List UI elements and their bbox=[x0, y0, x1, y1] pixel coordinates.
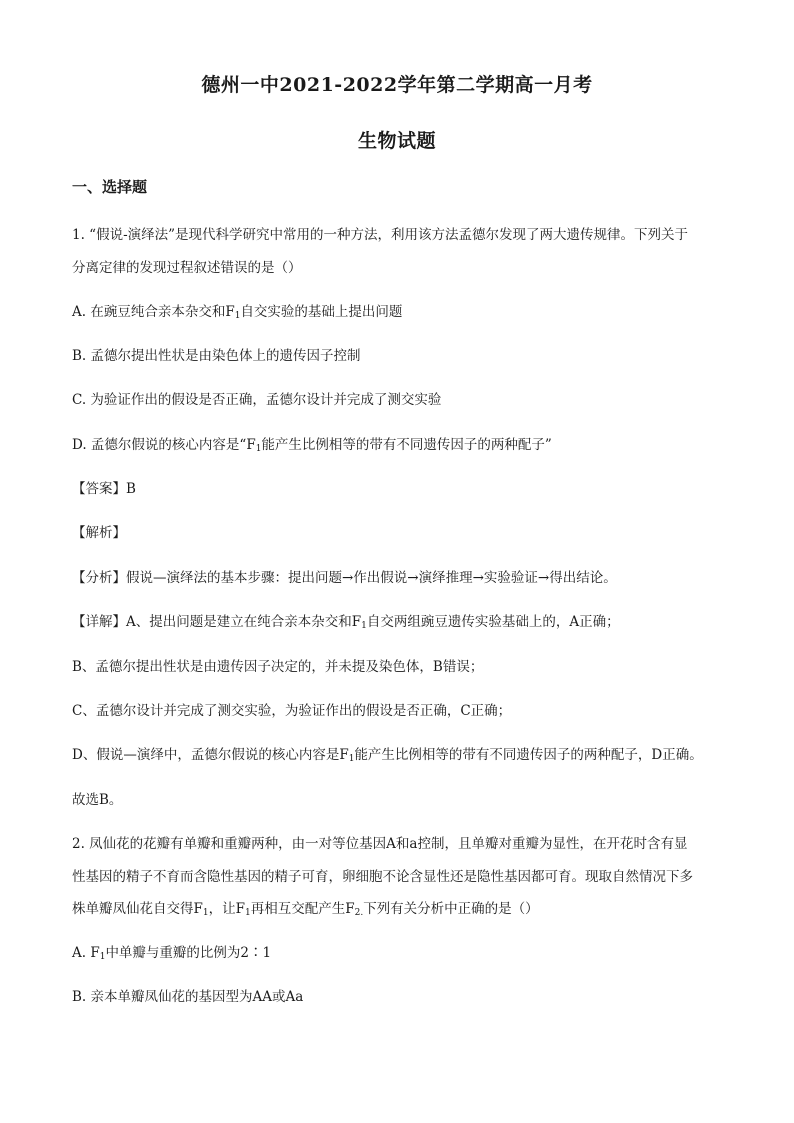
q1-detail-b: B、孟德尔提出性状是由遗传因子决定的，并未提及染色体，B错误； bbox=[72, 659, 484, 675]
q1-answer: 【答案】B bbox=[72, 481, 136, 497]
q2-stem-line3: 株单瓣凤仙花自交得$F_1$，让$F_1$再相互交配产生$F_{2.}$下列有关分析中正确的是（） bbox=[72, 901, 539, 918]
q2-option-b: B. 亲本单瓣凤仙花的基因型为AA或Aa bbox=[72, 989, 304, 1005]
q2-stem-line1: 2. 凤仙花的花瓣有单瓣和重瓣两种，由一对等位基因A和a控制，且单瓣对重瓣为显性，在开花时含有显 bbox=[72, 836, 688, 852]
q1-option-b: B. 孟德尔提出性状是由染色体上的遗传因子控制 bbox=[72, 348, 361, 364]
q1-option-c: C. 为验证作出的假设是否正确，孟德尔设计并完成了测交实验 bbox=[72, 392, 442, 408]
q2-option-a: A. $F_1$中单瓣与重瓣的比例为2∶1 bbox=[72, 945, 272, 962]
q1-option-a: A. 在豌豆纯合亲本杂交和$F_1$自交实验的基础上提出问题 bbox=[72, 304, 403, 321]
q1-stem-line1: 1. “假说-演绎法”是现代科学研究中常用的一种方法，利用该方法孟德尔发现了两大遗传规律。下列关于 bbox=[72, 227, 689, 243]
q1-option-d: D. 孟德尔假说的核心内容是“$F_1$能产生比例相等的带有不同遗传因子的两种配子” bbox=[72, 437, 552, 454]
q1-detail-d: D、假说—演绎中，孟德尔假说的核心内容是$F_1$能产生比例相等的带有不同遗传因子的两种配子，D正确。 bbox=[72, 747, 703, 764]
q1-detail-c: C、孟德尔设计并完成了测交实验，为验证作出的假设是否正确，C正确； bbox=[72, 703, 512, 719]
q1-analysis-summary: 【分析】假说—演绎法的基本步骤：提出问题→作出假说→演绎推理→实验验证→得出结论。 bbox=[72, 570, 617, 586]
section-heading: 一、选择题 bbox=[72, 178, 148, 196]
exam-title: 德州一中2021-2022学年第二学期高一月考 bbox=[201, 74, 593, 96]
q1-conclusion: 故选B。 bbox=[72, 792, 123, 808]
q1-analysis-label: 【解析】 bbox=[72, 525, 126, 541]
q1-detail-a: 【详解】A、提出问题是建立在纯合亲本杂交和$F_1$自交两组豌豆遗传实验基础上的，A正确； bbox=[72, 614, 620, 631]
q1-stem-line2: 分离定律的发现过程叙述错误的是（） bbox=[72, 260, 302, 276]
q2-stem-line2: 性基因的精子不育而含隐性基因的精子可育，卵细胞不论含显性还是隐性基因都可育。现取自然情况下多 bbox=[72, 869, 693, 885]
exam-subject: 生物试题 bbox=[357, 130, 436, 152]
